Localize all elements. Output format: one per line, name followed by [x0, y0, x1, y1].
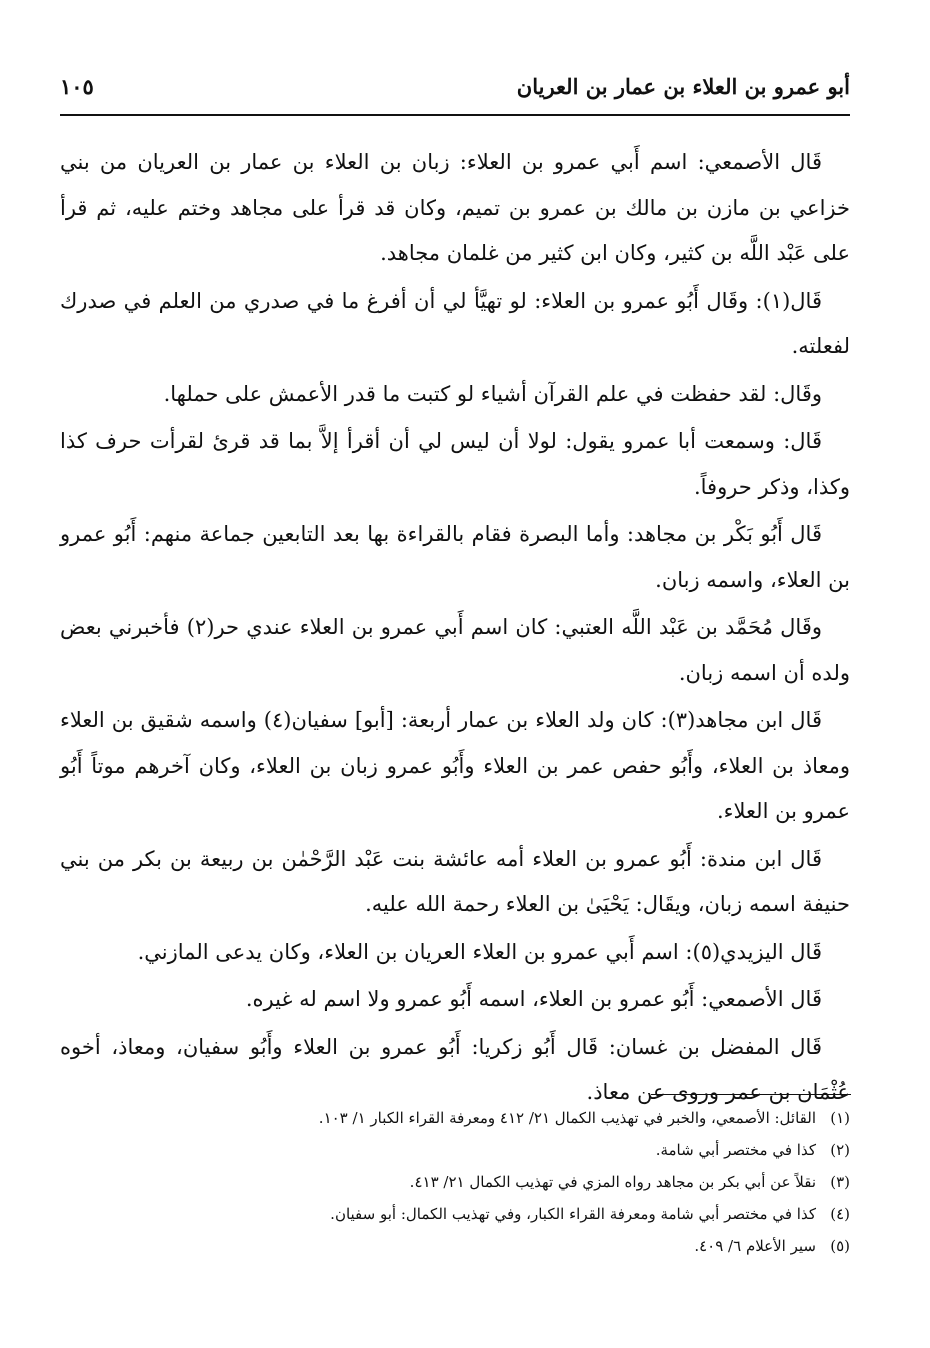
- footnote: [60, 1230, 850, 1262]
- paragraph: قَال ابن مجاهد(٣): كان ولد العلاء بن عمار أربعة: [أبو] سفيان(٤) واسمه شقيق بن العلاء ومعاذ بن العلاء، وأَبُو حفص عمر بن العلاء وأَبُو عمرو زبان بن العلاء، وكان آخرهم موتاً أَبُو عمرو بن العلاء.: [60, 708, 850, 823]
- paragraph: وقَال: لقد حفظت في علم القرآن أشياء لو كتبت ما قدر الأعمش على حملها.: [163, 381, 822, 406]
- footnote-text: كذا في مختصر أبي شامة.: [655, 1141, 816, 1159]
- paragraph: قَال اليزيدي(٥): اسم أَبي عمرو بن العلاء العريان بن العلاء، وكان يدعى المازني.: [137, 939, 822, 964]
- running-title: أبو عمرو بن العلاء بن عمار بن العريان: [516, 74, 850, 99]
- paragraph: قَال الأصمعي: أَبُو عمرو بن العلاء، اسمه أَبُو عمرو ولا اسم له غيره.: [245, 987, 822, 1011]
- footnote-text: كذا في مختصر أبي شامة ومعرفة القراء الكبار، وفي تهذيب الكمال: أبو سفيان.: [330, 1205, 816, 1223]
- footnote-number: (٥): [830, 1237, 850, 1255]
- page-header: [60, 62, 850, 116]
- footnote: [60, 1198, 850, 1230]
- paragraph: قَال أَبُو بَكْر بن مجاهد: وأما البصرة فقام بالقراءة بها بعد التابعين جماعة منهم: أَبُو عمرو بن العلاء، واسمه زبان.: [60, 522, 850, 592]
- footnote-number: (٤): [830, 1205, 850, 1223]
- paragraph: قَال(١): وقَال أَبُو عمرو بن العلاء: لو تهيَّأ لي أن أفرغ ما في صدري من العلم في صدرك لفعلته.: [60, 288, 850, 358]
- footnote-text: نقلاً عن أبي بكر بن مجاهد رواه المزي في تهذيب الكمال ٢١/ ٤١٣.: [409, 1173, 816, 1191]
- page-number: ١٠٥: [60, 74, 94, 99]
- footnote: [60, 1102, 850, 1134]
- footnote-text: سير الأعلام ٦/ ٤٠٩.: [694, 1237, 816, 1255]
- paragraph: قَال: وسمعت أبا عمرو يقول: لولا أن ليس لي أن أقرأ إلاَّ بما قد قرئ لقرأت حرف كذا وكذا، وذكر حروفاً.: [60, 429, 850, 499]
- main-text: [60, 140, 850, 1116]
- footnote: [60, 1166, 850, 1198]
- footnote-divider: [651, 1094, 851, 1095]
- footnote-number: (٣): [830, 1173, 850, 1191]
- paragraph: وقَال مُحَمَّد بن عَبْد اللَّه العتبي: كان اسم أَبي عمرو بن العلاء عندي حر(٢) فأخبرني بعض ولده أن اسمه زبان.: [60, 615, 850, 685]
- paragraph: قَال الأصمعي: اسم أَبي عمرو بن العلاء: زبان بن العلاء بن عمار بن العريان من بني خزاعي بن مازن بن مالك بن عمرو بن تميم، وكان قد قرأ على مجاهد وختم عليه، ثم قرأ على عَبْد اللَّه بن كثير، وكان ابن كثير من غلمان مجاهد.: [60, 150, 850, 265]
- footnote-text: القائل: الأصمعي، والخبر في تهذيب الكمال ٢١/ ٤١٢ ومعرفة القراء الكبار ١/ ١٠٣.: [318, 1109, 816, 1127]
- footnote: [60, 1134, 850, 1166]
- footnotes: [60, 1102, 850, 1262]
- footnote-number: (١): [830, 1109, 850, 1127]
- paragraph: قَال ابن مندة: أَبُو عمرو بن العلاء أمه عائشة بنت عَبْد الرَّحْمٰن بن ربيعة بن بكر من بني حنيفة اسمه زبان، ويقَال: يَحْيَىٰ بن العلاء رحمة الله عليه.: [60, 846, 850, 916]
- paragraph: قَال المفضل بن غسان: قَال أَبُو زكريا: أَبُو عمرو بن العلاء وأَبُو سفيان، ومعاذ، أخوه عُثْمَان بن عمر وروى عن معاذ.: [60, 1034, 850, 1104]
- footnote-number: (٢): [830, 1141, 850, 1159]
